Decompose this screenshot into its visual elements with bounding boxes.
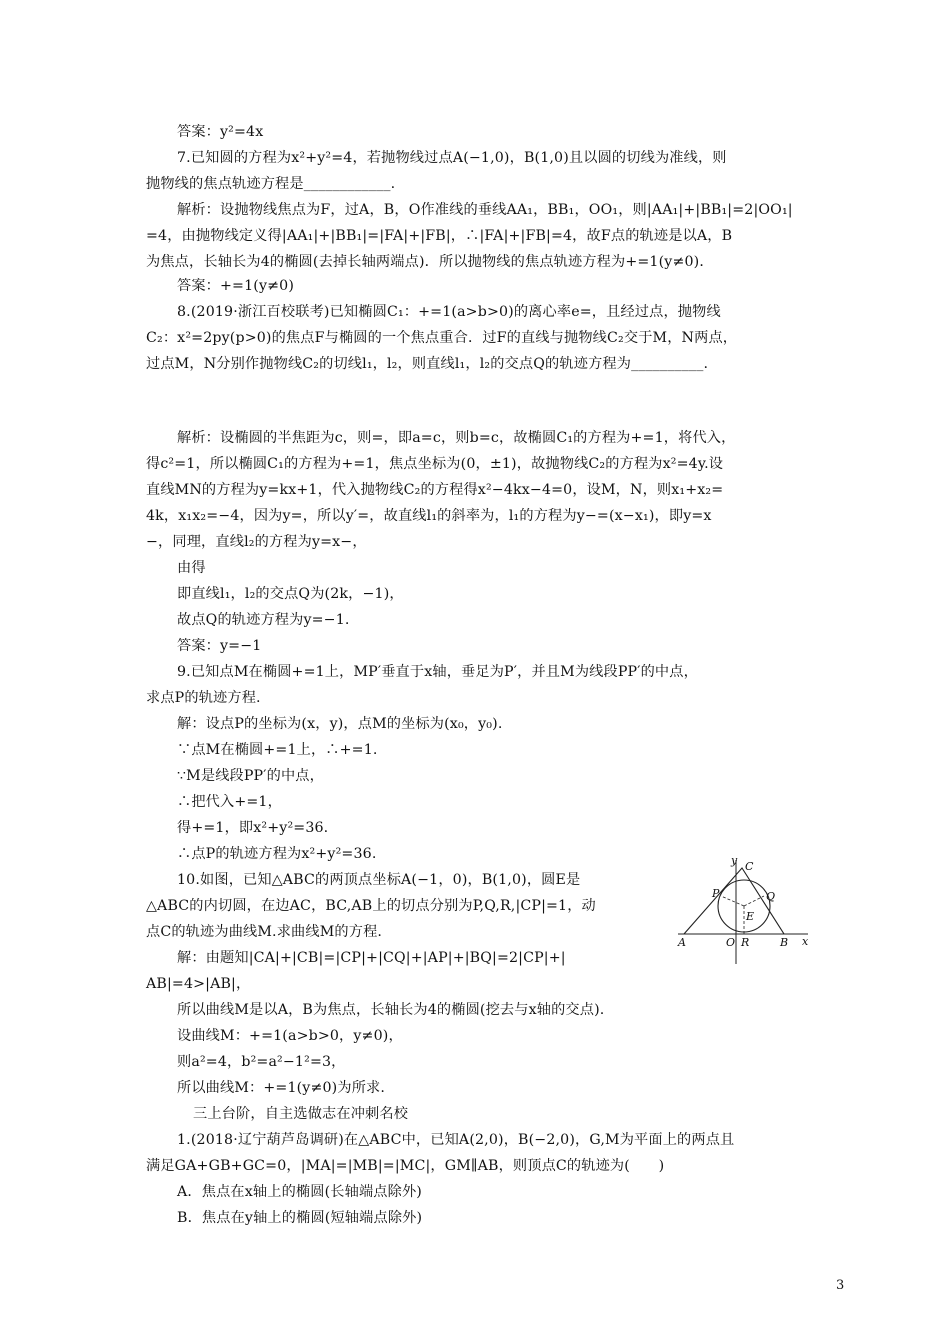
q10-sol-line-1: 解：由题知|CA|+|CB|=|CP|+|CQ|+|AP|+|BQ|=2|CP|+| (177, 950, 566, 966)
q10-line-1: 10.如图，已知△ABC的两顶点坐标A(−1，0)，B(1,0)，圆E是 (177, 872, 581, 888)
q8-sol-line-1: 解析：设椭圆的半焦距为c，则=，即a=c，则b=c，故椭圆C₁的方程为+=1，将代入， (177, 430, 736, 446)
p1-line-2: 满足GA+GB+GC=0，|MA|=|MB|=|MC|，GM∥AB，则顶点C的轨迹为( ) (146, 1158, 665, 1174)
q9-sol-line-2: ∵点M在椭圆+=1上，∴+=1. (177, 742, 378, 758)
q8-line-2: C₂：x²=2py(p>0)的焦点F与椭圆的一个焦点重合．过F的直线与抛物线C₂交于M，N两点， (146, 330, 738, 346)
q8-sol-line-3: 直线MN的方程为y=kx+1，代入抛物线C₂的方程得x²−4kx−4=0，设M，N，则x₁+x₂= (146, 482, 724, 498)
q8-line-3: 过点M，N分别作抛物线C₂的切线l₁，l₂，则直线l₁，l₂的交点Q的轨迹方程为__________. (146, 356, 709, 372)
q10-line-2: △ABC的内切圆，在边AC，BC,AB上的切点分别为P,Q,R,|CP|=1，动 (146, 898, 596, 914)
q10-sol-line-4: 设曲线M：+=1(a>b>0，y≠0)， (177, 1028, 403, 1044)
radius-ep (721, 896, 744, 906)
q9-sol-line-5: 得+=1，即x²+y²=36. (177, 820, 329, 836)
page-number: 3 (836, 1278, 845, 1293)
q10-line-3: 点C的轨迹为曲线M.求曲线M的方程. (146, 924, 383, 940)
p1-line-1: 1.(2018·辽宁葫芦岛调研)在△ABC中，已知A(2,0)，B(−2,0)，G,M为平面上的两点且 (177, 1132, 735, 1148)
q9-sol-line-4: ∴把代入+=1， (177, 794, 282, 810)
q8-sol-line-4: 4k，x₁x₂=−4，因为y=，所以y′=，故直线l₁的斜率为，l₁的方程为y−=(x−x₁)，即y=x (146, 508, 712, 524)
q9-sol-line-6: ∴点P的轨迹方程为x²+y²=36. (177, 846, 377, 862)
q7-line-1: 7.已知圆的方程为x²+y²=4，若抛物线过点A(−1,0)，B(1,0)且以圆的切线为准线，则 (177, 150, 727, 166)
q9-line-1: 9.已知点M在椭圆+=1上，MP′垂直于x轴，垂足为P′，并且M为线段PP′的中点， (177, 664, 698, 680)
q8-sol-line-2: 得c²=1，所以椭圆C₁的方程为+=1，焦点坐标为(0，±1)，故抛物线C₂的方程为x²=4y.设 (146, 456, 724, 472)
label-o: O (726, 936, 736, 949)
q10-sol-line-3: 所以曲线M是以A，B为焦点，长轴长为4的椭圆(挖去与x轴的交点). (177, 1002, 605, 1018)
q10-sol-line-5: 则a²=4，b²=a²−1²=3， (177, 1054, 346, 1070)
label-p: P (712, 887, 720, 900)
label-c: C (745, 860, 754, 873)
label-r: R (741, 936, 750, 949)
q8-sol-line-5: −，同理，直线l₂的方程为y=x−， (146, 534, 367, 550)
label-b: B (780, 936, 789, 949)
label-x: x (802, 935, 809, 948)
incircle-triangle-figure (676, 856, 812, 966)
q8-line-1: 8.(2019·浙江百校联考)已知椭圆C₁：+=1(a>b>0)的离心率e=，且经过点，抛物线 (177, 304, 721, 320)
q10-sol-line-6: 所以曲线M：+=1(y≠0)为所求. (177, 1080, 386, 1096)
answer-6: 答案：y²=4x (177, 124, 264, 140)
option-a: A．焦点在x轴上的椭圆(长轴端点除外) (177, 1184, 422, 1200)
section-heading: 三上台阶，自主选做志在冲刺名校 (193, 1106, 409, 1122)
q9-line-2: 求点P的轨迹方程. (146, 690, 261, 706)
q7-sol-line-3: 为焦点，长轴长为4的椭圆(去掉长轴两端点)．所以抛物线的焦点轨迹方程为+=1(y≠0)． (146, 254, 714, 270)
label-y: y (731, 856, 738, 867)
q7-answer: 答案：+=1(y≠0) (177, 278, 295, 294)
label-q: Q (766, 890, 776, 903)
label-e: E (746, 910, 755, 923)
q7-sol-line-2: =4，由抛物线定义得|AA₁|+|BB₁|=|FA|+|FB|，∴|FA|+|FB|=4，故F点的轨迹是以A，B (146, 228, 733, 244)
q8-answer: 答案：y=−1 (177, 638, 262, 654)
q9-sol-line-1: 解：设点P的坐标为(x，y)，点M的坐标为(x₀，y₀). (177, 716, 503, 732)
q7-line-2: 抛物线的焦点轨迹方程是____________. (146, 176, 396, 192)
q10-sol-line-2: AB|=4>|AB|， (146, 976, 251, 992)
label-a: A (678, 936, 686, 949)
option-b: B．焦点在y轴上的椭圆(短轴端点除外) (177, 1210, 423, 1226)
q8-sol-line-7: 即直线l₁，l₂的交点Q为(2k，−1)， (177, 586, 404, 602)
q9-sol-line-3: ∵M是线段PP′的中点， (177, 768, 324, 784)
q8-sol-line-6: 由得 (177, 560, 206, 576)
q8-sol-line-8: 故点Q的轨迹方程为y=−1. (177, 612, 350, 628)
q7-sol-line-1: 解析：设抛物线焦点为F，过A，B，O作准线的垂线AA₁，BB₁，OO₁，则|AA₁|+|BB₁|=2|OO₁| (177, 202, 793, 218)
